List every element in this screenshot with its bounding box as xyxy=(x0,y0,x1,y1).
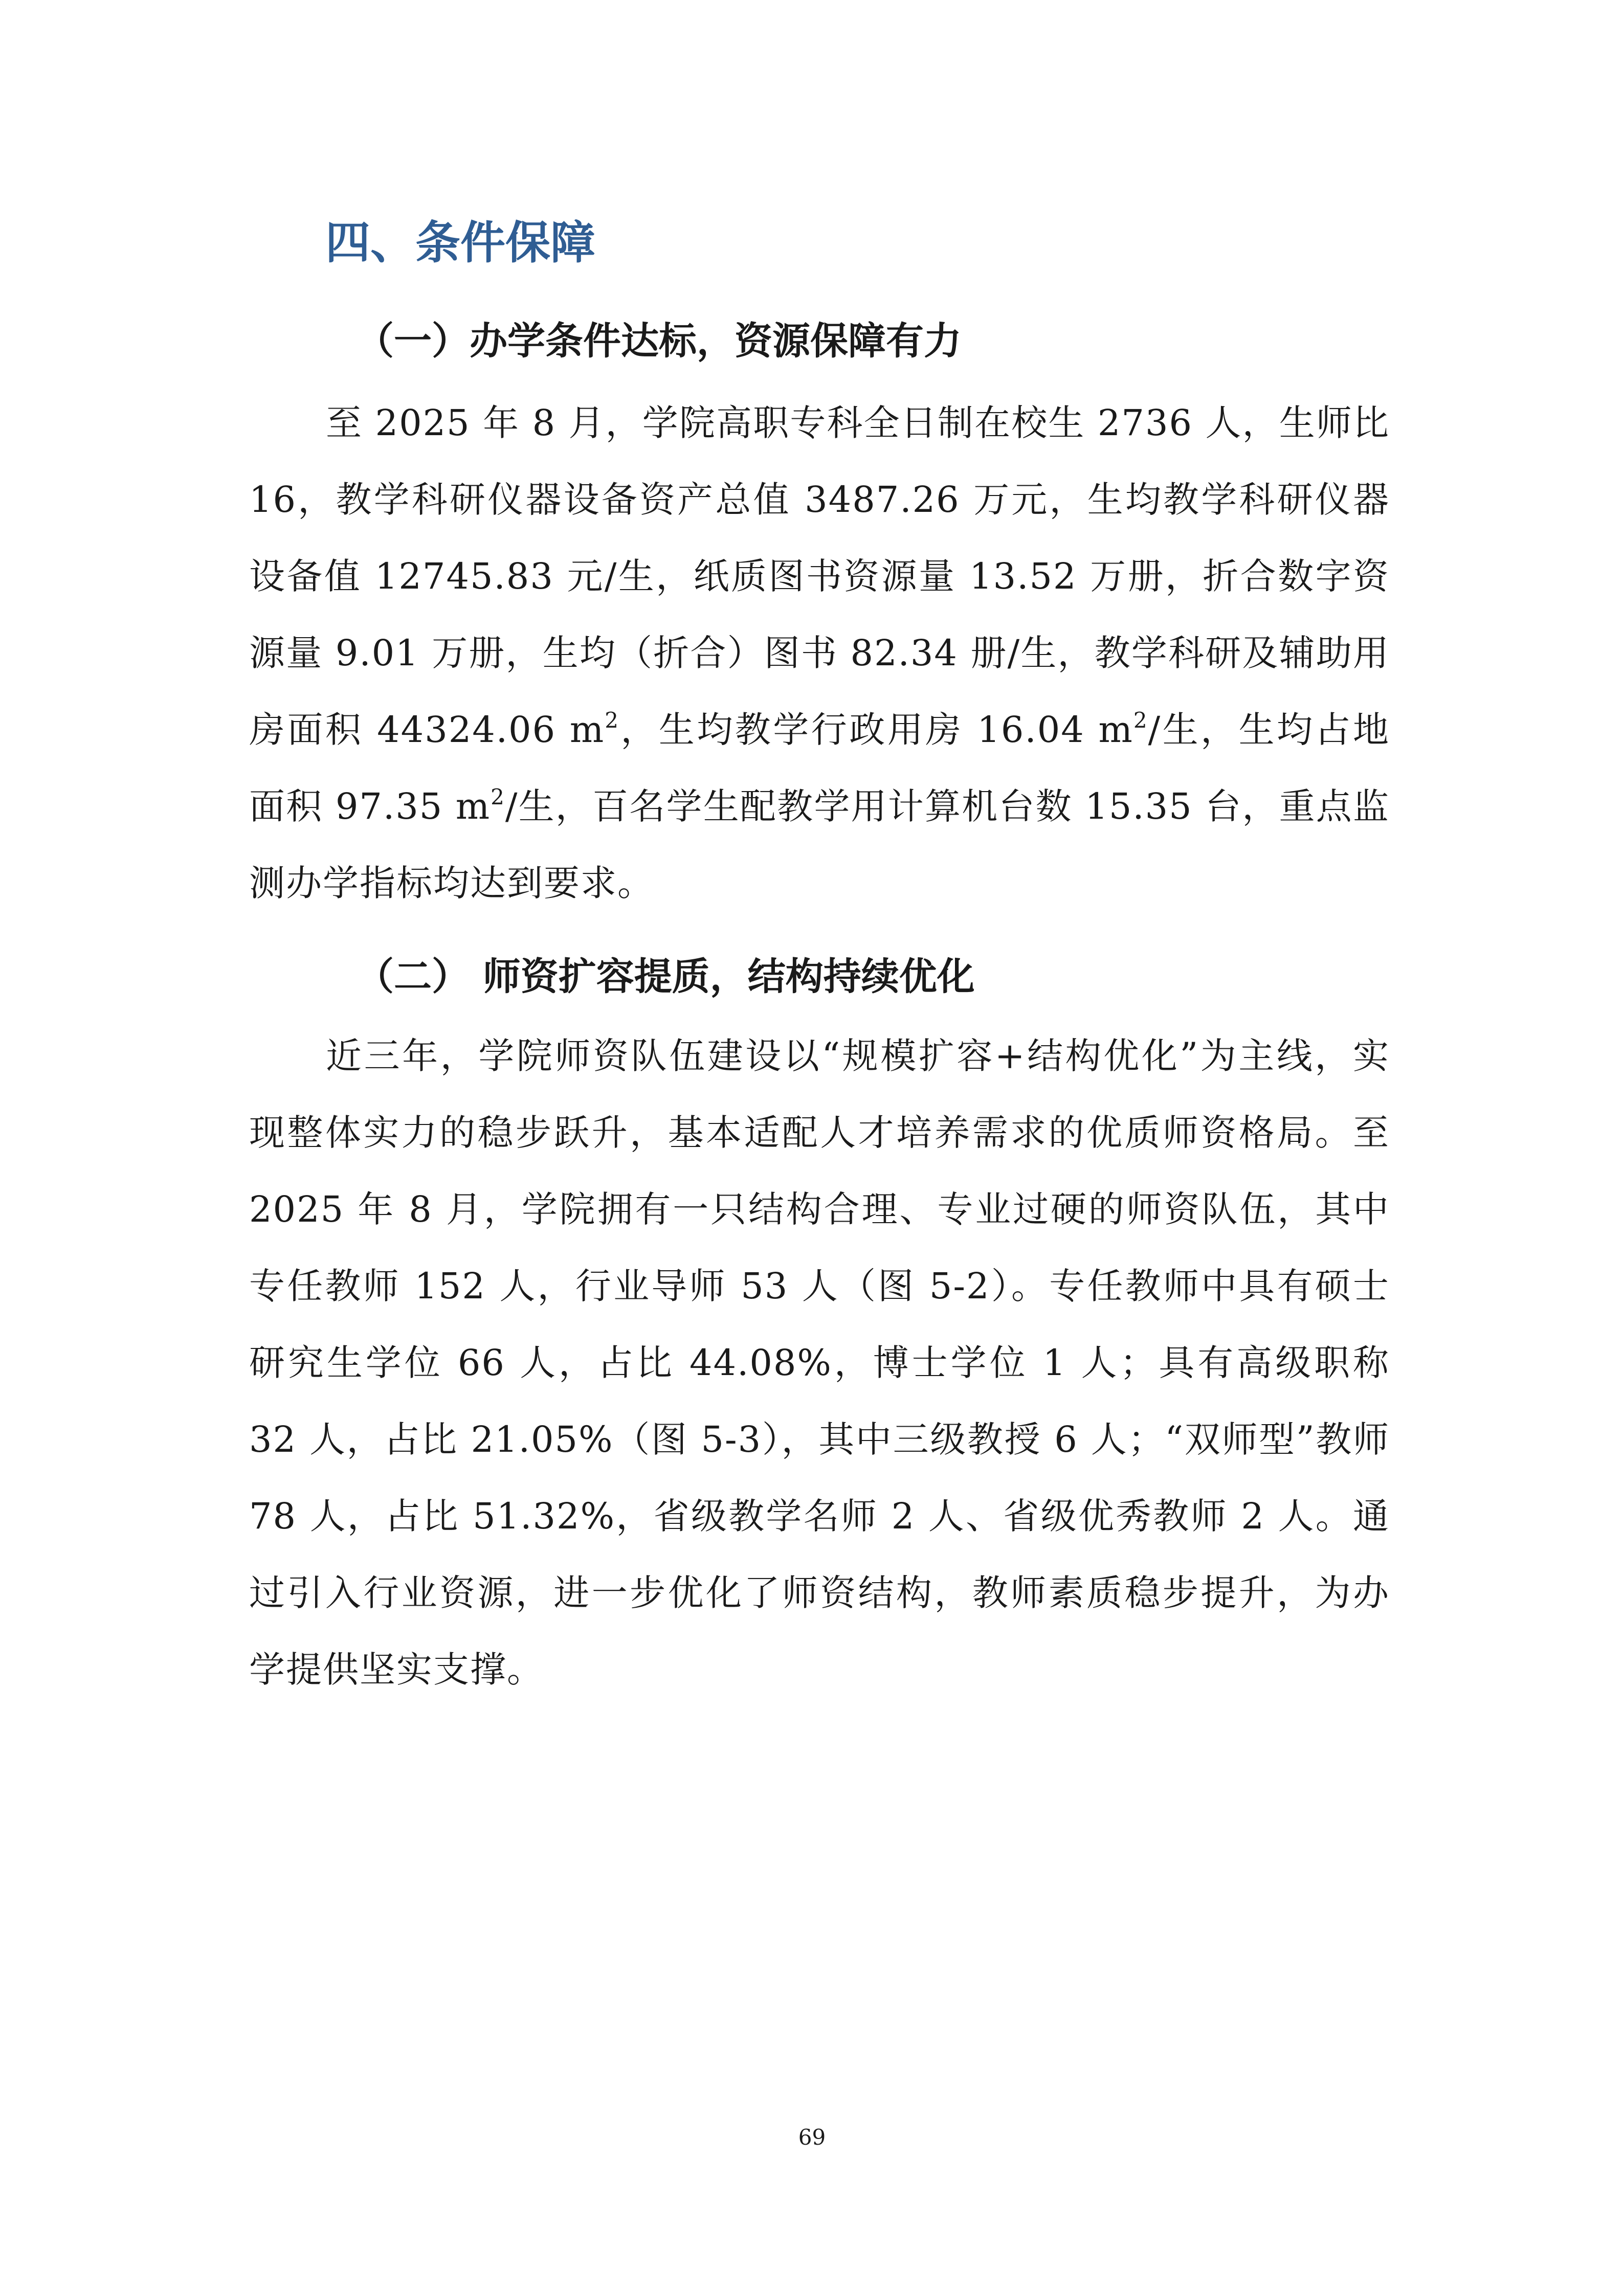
paragraph-conditions xyxy=(249,385,1390,921)
subsection-title-faculty: （二） 师资扩容提质，结构持续优化 xyxy=(356,955,975,999)
superscript: 2 xyxy=(1133,707,1148,733)
paragraph-text: ，生均教学行政用房 16.04 m xyxy=(619,709,1133,751)
superscript: 2 xyxy=(605,707,619,733)
section-title: 四、条件保障 xyxy=(325,216,596,269)
paragraph-text: /生，百名学生配教学用计算机台数 15.35 台，重点监测办学指标均达到要求。 xyxy=(249,785,1390,904)
paragraph-text: 至 2025 年 8 月，学院高职专科全日制在校生 2736 人，生师比 16，教学科研仪器设备资产总值 3487.26 万元，生均教学科研仪器设备值 12745.83 元/生，纸质图书资源量 13.52 万册，折合数字资源量 9.01 万册，生均（折合）图书 82.34 册/生，教学科研及辅助用房面积 44324.06 m xyxy=(249,402,1390,751)
page-number: 69 xyxy=(798,2125,826,2150)
superscript: 2 xyxy=(491,784,505,809)
paragraph-faculty: 近三年，学院师资队伍建设以“规模扩容+结构优化”为主线，实现整体实力的稳步跃升，基本适配人才培养需求的优质师资格局。至 2025 年 8 月，学院拥有一只结构合理、专业过硬的师资队伍，其中专任教师 152 人，行业导师 53 人（图 5-2）。专任教师中具有硕士研究生学位 66 人，占比 44.08%，博士学位 1 人；具有高级职称 32 人，占比 21.05%（图 5-3），其中三级教授 6 人；“双师型”教师 78 人，占比 51.32%，省级教学名师 2 人、省级优秀教师 2 人。通过引入行业资源，进一步优化了师资结构，教师素质稳步提升，为办学提供坚实支撑。 xyxy=(249,1035,1390,1691)
subsection-title-conditions: （一）办学条件达标，资源保障有力 xyxy=(356,319,962,363)
paragraph-text: /生，生均占地面积 97.35 m xyxy=(249,709,1390,827)
